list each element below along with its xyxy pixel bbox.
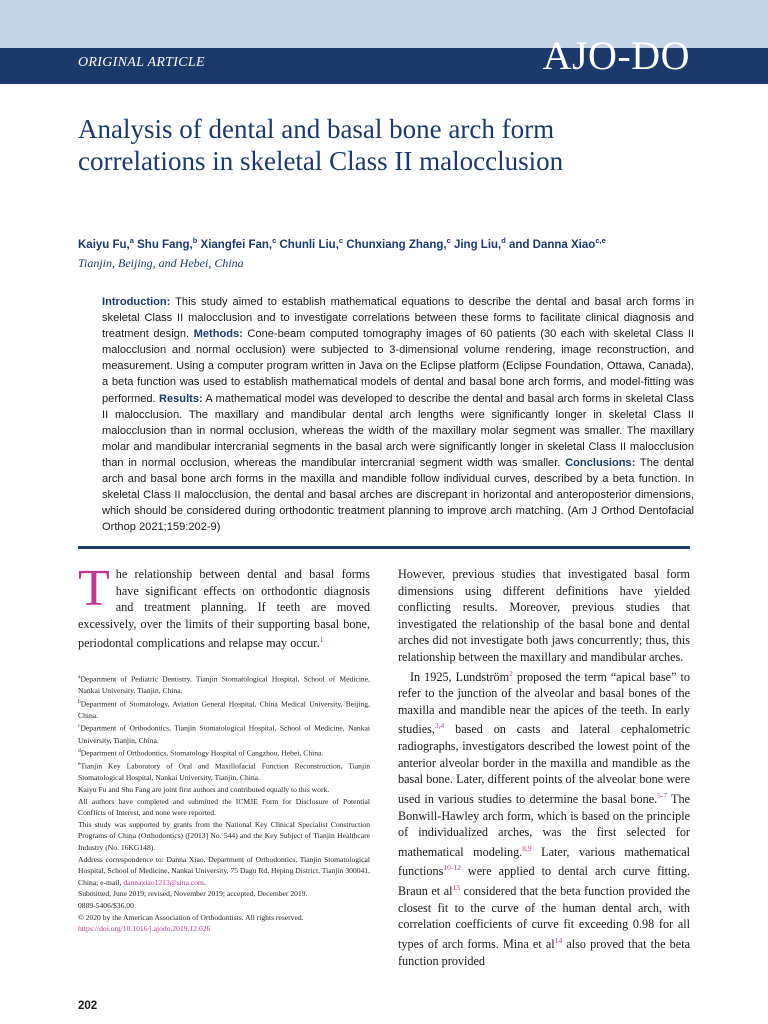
footnote-marker: d [78,748,81,755]
doi-link[interactable]: https://doi.org/10.1016/j.ajodo.2019.12.026 [78,924,211,934]
body-text: The Bonwill-Hawley arch form, which is based on the principle of individualized arches, was the first selected for mathematical modeling. [398,791,690,859]
abstract-conclusions-text: The dental arch and basal bone arch forms in the maxilla and mandible follow individual curves, described by a beta function. In skeletal Class II malocclusion, the dental and basal arches are discrepant in horizontal and anteroposterior dimensions, which should be considered during orthodontic treatment planning to improve arch matching. (Am J Orthod Dentofacial Orthop 2021;159:202-9) [102,456,694,534]
citation-link[interactable]: 3,4 [434,721,445,731]
drop-cap: T [78,560,110,617]
section-divider [78,546,690,549]
author-affiliation: b [192,236,198,245]
footnote-affiliation-e: Tianjin Key Laboratory of Oral and Maxillofacial Function Reconstruction, Tianjin Stomatological Hospital, Nankai University, Tianjin, China. [78,761,370,783]
footnote-marker: b [78,698,81,705]
body-text: were applied to dental arch curve fitting. Braun et al [398,864,690,899]
abstract-results-text: A mathematical model was developed to describe the dental and basal arch forms in skeletal Class II malocclusion. The maxillary and mandibular dental arch lengths were significantly longer in skeletal Class II malocclusion than in normal occlusion, whereas the width of the maxillary molar segment was smaller. The maxillary molar and mandibular intercranial segments in the basal arch were significantly longer in skeletal Class II malocclusion than in normal occlusion, whereas the mandibular intercranial segment width was smaller. [102,392,694,469]
journal-logo: AJO-DO [542,33,690,78]
body-column-right [398,566,690,969]
correspondence-address: Address correspondence to: Danna Xiao, Department of Orthodontics, Tianjin Stomatological Hospital, School of Medicine, Nankai University, 75 Dagu Rd, Heping District, Tianjin 300041, China; e-mail, [78,854,370,887]
abstract-results-heading: Results: [158,392,203,405]
footnote-joint-authors: Kaiyu Fu and Shu Fang are joint first authors and contributed equally to this work. [78,785,330,794]
footnote-affiliation-c: Department of Orthodontics, Tianjin Stomatological Hospital, School of Medicine, Nankai University, Tianjin, China. [78,723,370,745]
citation-link[interactable]: 1 [319,635,324,645]
abstract-introduction-heading: Introduction: [102,296,171,308]
body-text: considered that the beta function provided the closest fit to the curve of the human dental arch, with correlation coefficients of curve fit exceeding 0.98 for all types of arch forms. Mina et al [398,884,690,951]
footnote-issn: 0889-5406/$36.00 [78,900,134,910]
author-affiliation: c,e [595,236,606,245]
author-affiliation: c [338,236,344,245]
article-title: Analysis of dental and basal bone arch form correlations in skeletal Class II malocclusion [78,114,564,176]
citation-link[interactable]: 10-12 [443,863,461,873]
author-affiliation: d [501,236,506,245]
author-name: Chunxiang Zhang, [346,238,447,251]
abstract-introduction-text: This study aimed to establish mathematical equations to describe the dental and basal arch forms in skeletal Class II malocclusion and to investigate correlations between these forms to facilitate clinical diagnosis and treatment design. [102,296,694,341]
footnote-affiliation-d: Department of Orthodontics, Stomatology Hospital of Cangzhou, Hebei, China. [80,748,324,758]
abstract [102,294,694,535]
author-list [78,236,698,251]
footnote-funding: This study was supported by grants from the National Key Clinical Specialist Construction Programs of China (Orthodontics) ([2013] No. 544) and the Key Subject of Tianjin Healthcare Industry (No. 16KG148). [78,819,370,852]
footnote-disclosure: All authors have completed and submitted the ICMJE Form for Disclosure of Potential Conflicts of Interest, and none were reported. [78,796,370,818]
author-affiliation: a [129,236,134,245]
body-text: In 1925, Lundström [410,669,510,684]
author-name: Xiangfei Fan, [200,238,273,251]
footnote-correspondence [78,854,370,889]
body-text: also proved that the beta function provided [398,936,690,968]
author-name: and Danna Xiao [509,238,596,251]
body-text: based on casts and lateral cephalometric radiographs, investigators described the lowest point of the anterior alveolar border in the maxilla and mandible as the basal bone. Later, different points of the alveolar bone were used in various studies to determine the basal bone. [398,722,690,806]
body-paragraph: However, previous studies that investigated basal form dimensions using different definitions have yielded conflicting results. Moreover, previous studies that investigated the relationship of the basal bone and dental arches did not investigate both jaws concurrently; thus, this relationship between the maxillary and mandibular arches. [398,567,690,664]
citation-link[interactable]: 14 [554,935,563,945]
author-name: Jing Liu, [453,238,502,251]
footnote-dates: Submitted, June 2019; revised, November 2019; accepted, December 2019. [78,889,308,899]
correspondence-end: . [203,877,206,887]
abstract-methods-heading: Methods: [193,328,243,341]
body-text: Later, various mathematical functions [398,844,691,879]
author-affiliation: c [446,236,451,245]
author-name: Kaiyu Fu, [78,238,130,251]
body-paragraph: he relationship between dental and basal forms have significant effects on orthodontic diagnosis and treatment planning. If teeth are moved excessively, over the limits of their supporting basal bone, periodontal complications and relapse may occur. [78,567,370,651]
author-name: Chunli Liu, [279,238,339,251]
body-paragraph [398,666,690,970]
author-name: Shu Fang, [137,238,193,251]
abstract-conclusions-heading: Conclusions: [565,456,636,469]
footnotes [78,672,370,935]
citation-link[interactable]: 2 [509,668,513,678]
citation-link[interactable]: 5-7 [657,790,668,800]
footnote-affiliation-a: Department of Pediatric Dentistry, Tianjin Stomatological Hospital, School of Medicine, Nankai University, Tianjin, China. [78,674,370,696]
citation-link[interactable]: 13 [452,883,460,892]
section-label: ORIGINAL ARTICLE [78,55,205,70]
footnote-marker: c [78,723,81,730]
author-locations: Tianjin, Beijing, and Hebei, China [78,256,244,270]
citation-link[interactable]: 8,9 [522,843,532,853]
author-affiliation: c [272,236,277,245]
body-column-left [78,560,370,652]
footnote-copyright: © 2020 by the American Association of Orthodontists. All rights reserved. [78,912,304,922]
footnote-affiliation-b: Department of Stomatology, Aviation General Hospital, China Medical University, Beijing, China. [78,699,370,720]
body-text: proposed the term “apical base” to refer to the junction of the alveolar and basal bones of the maxilla and mandible near the apices of the teeth. In early studies, [398,669,691,737]
page-number: 202 [78,1000,98,1012]
abstract-methods-text: Cone-beam computed tomography images of 60 patients (30 each with skeletal Class II malocclusion and normal occlusion) were subjected to 3-dimensional volume rendering, image reconstruction, and measurement. Using a computer program written in Java on the Eclipse platform (Eclipse Foundation, Ottawa, Canada), a beta function was used to establish mathematical models of dental and basal bone arch forms, and model-fitting was performed. [102,328,694,405]
footnote-marker: e [78,761,81,768]
email-link[interactable]: dannaxiao1213@sina.com [123,877,204,887]
footnote-marker: a [78,674,81,680]
